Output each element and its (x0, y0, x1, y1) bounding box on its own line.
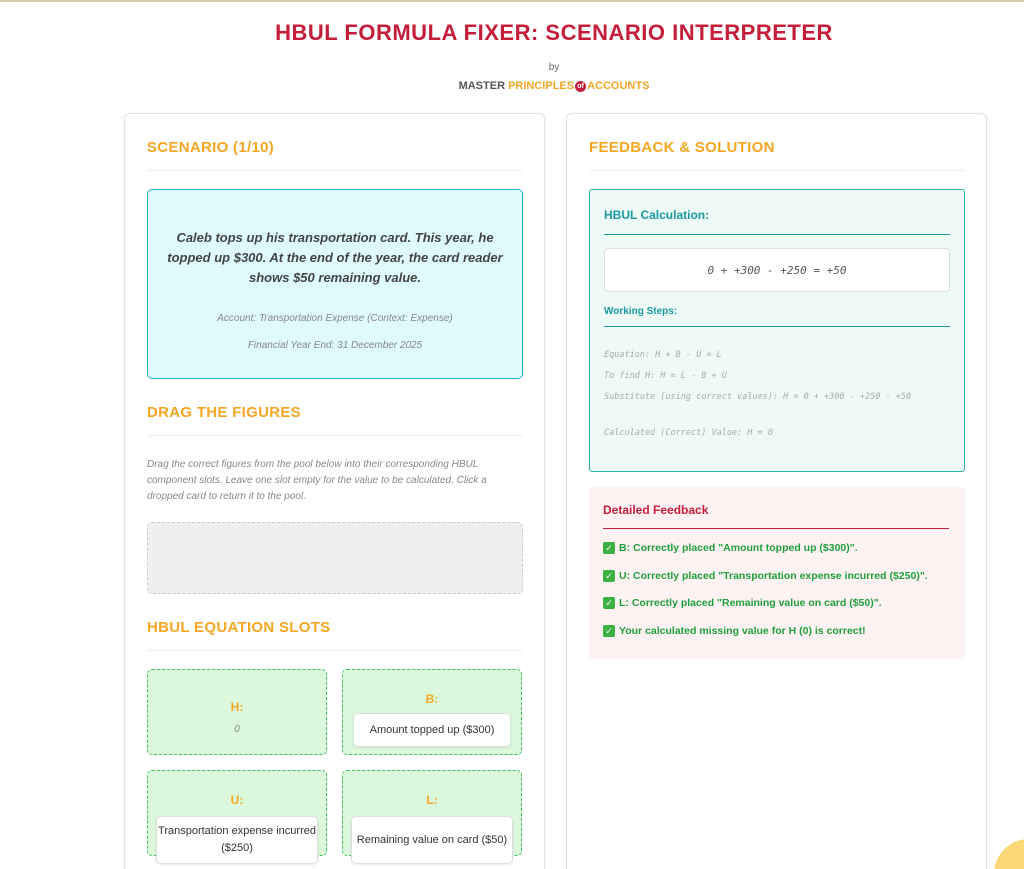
slot-l-label: L: (426, 793, 438, 807)
figure-card-amount-topped-up[interactable]: Amount topped up ($300) (353, 713, 511, 747)
section-divider (589, 170, 965, 171)
feedback-text: Your calculated missing value for H (0) is correct! (619, 625, 866, 637)
brand-logo (0, 80, 1024, 92)
floating-action-button[interactable] (994, 839, 1024, 869)
drag-figures-title: DRAG THE FIGURES (147, 404, 301, 421)
slot-u[interactable] (147, 770, 327, 856)
working-step: Calculated (Correct) Value: H = 0 (604, 428, 773, 438)
byline: by (548, 62, 560, 73)
steps-divider (604, 326, 950, 327)
check-icon: ✓ (603, 625, 615, 637)
calculation-divider (604, 234, 950, 235)
slot-b-label: B: (425, 692, 439, 706)
slot-h-label: H: (230, 700, 244, 714)
feedback-item (603, 625, 963, 637)
brand-part-principles: PRINCIPLES (508, 80, 575, 92)
app-title: HBUL FORMULA FIXER: SCENARIO INTERPRETER (275, 20, 833, 45)
figure-card-remaining-value[interactable]: Remaining value on card ($50) (351, 816, 513, 864)
drag-instructions: Drag the correct figures from the pool below into their corresponding HBUL component slots. Leave one slot empty for the value to be calculated. Click a dropped card to return it to the pool. (147, 459, 487, 502)
account-info: Account: Transportation Expense (Context: Expense) (217, 313, 453, 324)
feedback-item (603, 597, 963, 609)
working-step: Equation: H + B - U = L (604, 350, 722, 360)
scenario-panel (124, 113, 545, 869)
section-divider (147, 650, 523, 651)
scenario-box (147, 189, 523, 379)
hbul-calculation-box (589, 189, 965, 472)
detailed-feedback-box (589, 487, 965, 659)
slot-u-label: U: (230, 793, 244, 807)
feedback-item (603, 570, 963, 582)
feedback-text: L: Correctly placed "Remaining value on card ($50)". (619, 597, 882, 609)
feedback-solution-title: FEEDBACK & SOLUTION (589, 139, 775, 156)
check-icon: ✓ (603, 597, 615, 609)
brand-part-master: MASTER (458, 80, 506, 92)
feedback-divider (603, 528, 949, 529)
top-rule (0, 0, 1024, 2)
detailed-feedback-title: Detailed Feedback (603, 503, 709, 517)
equation-slots-title: HBUL EQUATION SLOTS (147, 619, 331, 636)
scenario-title: SCENARIO (1/10) (147, 139, 275, 156)
scenario-text: Caleb tops up his transportation card. This year, he topped up $300. At the end of the year, the card reader shows $50 remaining value. (167, 230, 503, 285)
slot-h[interactable] (147, 669, 327, 755)
brand-part-accounts: ACCOUNTS (587, 80, 650, 92)
feedback-item (603, 542, 963, 554)
feedback-panel (566, 113, 987, 869)
figure-pool[interactable] (147, 522, 523, 594)
slot-h-value: 0 (234, 724, 240, 735)
brand-part-of: of (575, 81, 586, 92)
section-divider (147, 435, 523, 436)
working-steps-title: Working Steps: (604, 306, 678, 317)
figure-card-transportation-expense[interactable]: Transportation expense incurred ($250) (156, 816, 318, 864)
section-divider (147, 170, 523, 171)
feedback-text: U: Correctly placed "Transportation expense incurred ($250)". (619, 570, 928, 582)
year-end-info: Financial Year End: 31 December 2025 (247, 340, 423, 351)
slot-l[interactable] (342, 770, 522, 856)
check-icon: ✓ (603, 570, 615, 582)
equation-display: 0 + +300 - +250 = +50 (604, 248, 950, 292)
calculation-title: HBUL Calculation: (604, 208, 710, 222)
feedback-text: B: Correctly placed "Amount topped up ($300)". (619, 542, 858, 554)
slot-b[interactable] (342, 669, 522, 755)
working-step: To find H: H = L - B + U (604, 371, 727, 381)
check-icon: ✓ (603, 542, 615, 554)
working-step: Substitute (using correct values): H = 0 + +300 - +250 - +50 (604, 392, 912, 402)
